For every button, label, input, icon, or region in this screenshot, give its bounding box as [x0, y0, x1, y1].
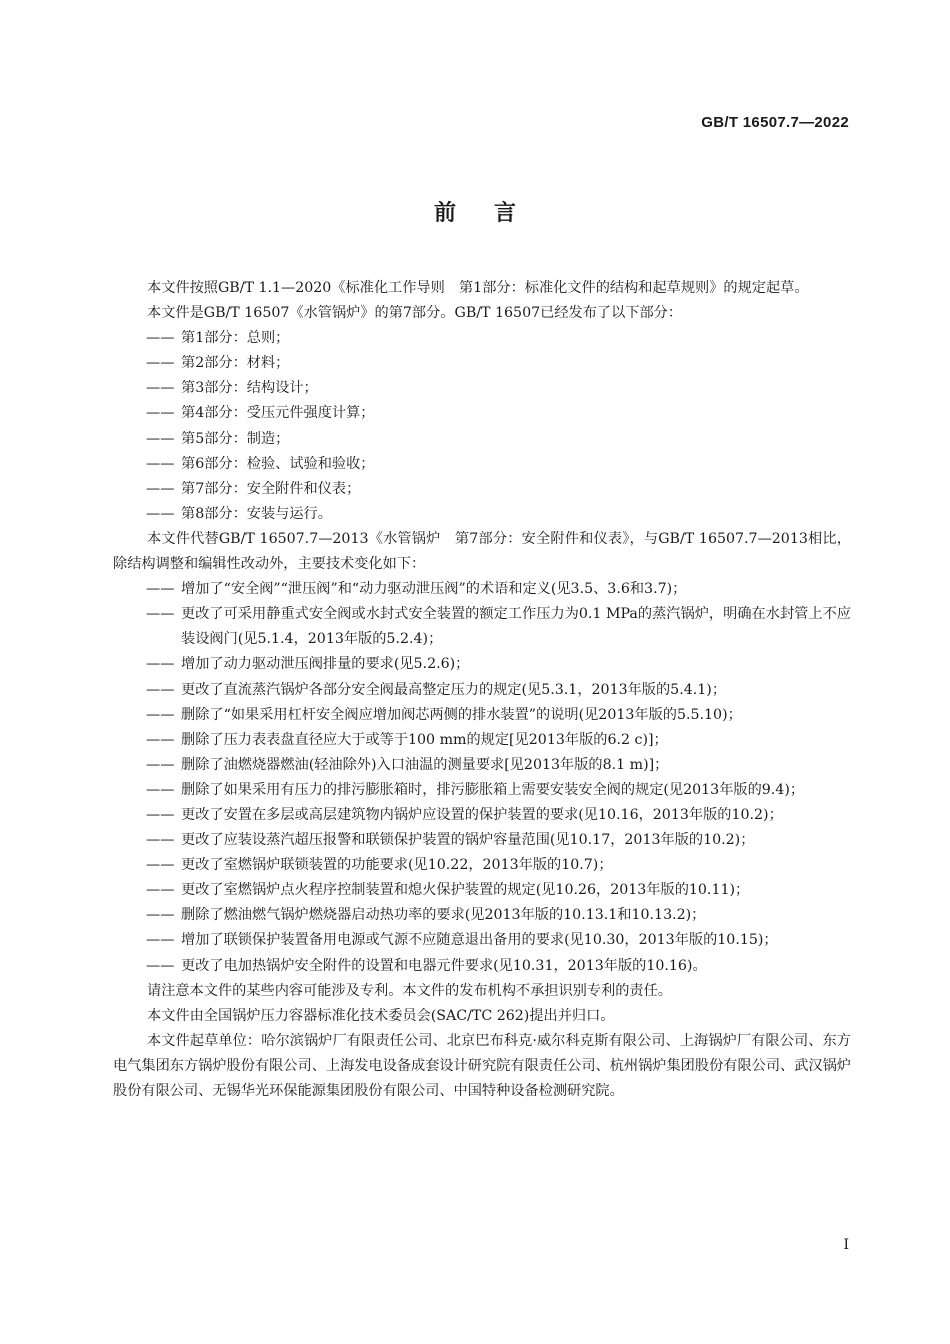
changes-list — [113, 577, 851, 979]
dash-mark: —— — [146, 581, 175, 598]
dash-mark: —— — [146, 706, 175, 723]
dash-mark: —— — [146, 430, 175, 447]
list-item: —— 第4部分：受压元件强度计算； — [113, 401, 851, 426]
dash-mark: —— — [146, 380, 175, 397]
dash-mark: —— — [146, 455, 175, 472]
list-item: —— 第2部分：材料； — [113, 351, 851, 376]
dash-mark: —— — [146, 480, 175, 497]
list-item: —— 更改了安置在多层或高层建筑物内锅炉应设置的保护装置的要求(见10.16，2013年版的10.2)； — [113, 803, 851, 828]
list-item: —— 更改了电加热锅炉安全附件的设置和电器元件要求(见10.31，2013年版的10.16)。 — [113, 954, 851, 979]
standard-code: GB/T 16507.7—2022 — [701, 114, 849, 131]
list-item: —— 更改了室燃锅炉点火程序控制装置和熄火保护装置的规定(见10.26，2013年版的10.11)； — [113, 878, 851, 903]
dash-mark: —— — [146, 405, 175, 422]
dash-mark: —— — [146, 806, 175, 823]
list-item: —— 增加了动力驱动泄压阀排量的要求(见5.2.6)； — [113, 652, 851, 677]
dash-mark: —— — [146, 957, 175, 974]
list-item: —— 增加了联锁保护装置备用电源或气源不应随意退出备用的要求(见10.30，2013年版的10.15)； — [113, 928, 851, 953]
drafting-units-paragraph: 本文件起草单位：哈尔滨锅炉厂有限责任公司、北京巴布科克·威尔科克斯有限公司、上海锅炉厂有限公司、东方电气集团东方锅炉股份有限公司、上海发电设备成套设计研究院有限责任公司、杭州锅炉集团股份有限公司、武汉锅炉股份有限公司、无锡华光环保能源集团股份有限公司、中国特种设备检测研究院。 — [113, 1032, 851, 1099]
list-item: —— 第6部分：检验、试验和验收； — [113, 452, 851, 477]
dash-mark: —— — [146, 932, 175, 949]
series-intro-paragraph: 本文件是GB/T 16507《水管锅炉》的第7部分。GB/T 16507已经发布了以下部分： — [147, 305, 683, 322]
dash-mark: —— — [146, 355, 175, 372]
dash-mark: —— — [146, 330, 175, 347]
list-item: —— 第1部分：总则； — [113, 326, 851, 351]
list-item: —— 删除了燃油燃气锅炉燃烧器启动热功率的要求(见2013年版的10.13.1和10.13.2)； — [113, 903, 851, 928]
dash-mark: —— — [146, 656, 175, 673]
list-item: —— 删除了如果采用有压力的排污膨胀箱时，排污膨胀箱上需要安装安全阀的规定(见2013年版的9.4)； — [113, 778, 851, 803]
list-item: —— 删除了“如果采用杠杆安全阀应增加阀芯两侧的排水装置”的说明(见2013年版的5.5.10)； — [113, 703, 851, 728]
list-item: —— 增加了“安全阀”“泄压阀”和“动力驱动泄压阀”的术语和定义(见3.5、3.6和3.7)； — [113, 577, 851, 602]
list-item: —— 更改了室燃锅炉联锁装置的功能要求(见10.22，2013年版的10.7)； — [113, 853, 851, 878]
page-title: 前言 — [433, 201, 554, 226]
dash-mark: —— — [146, 781, 175, 798]
parts-list — [113, 326, 851, 527]
list-item: —— 更改了应装设蒸汽超压报警和联锁保护装置的锅炉容量范围(见10.17，2013年版的10.2)； — [113, 828, 851, 853]
patent-notice-paragraph: 请注意本文件的某些内容可能涉及专利。本文件的发布机构不承担识别专利的责任。 — [147, 982, 672, 999]
list-item: —— 删除了压力表表盘直径应大于或等于100 mm的规定[见2013年版的6.2 c)]； — [113, 728, 851, 753]
dash-mark: —— — [146, 882, 175, 899]
list-item: —— 第3部分：结构设计； — [113, 376, 851, 401]
page-number: I — [843, 1237, 849, 1253]
dash-mark: —— — [146, 606, 175, 623]
list-item: —— 第5部分：制造； — [113, 427, 851, 452]
list-item: —— 第8部分：安装与运行。 — [113, 502, 851, 527]
list-item: —— 第7部分：安全附件和仪表； — [113, 477, 851, 502]
dash-mark: —— — [146, 907, 175, 924]
proposer-paragraph: 本文件由全国锅炉压力容器标准化技术委员会(SAC/TC 262)提出并归口。 — [147, 1007, 615, 1024]
dash-mark: —— — [146, 756, 175, 773]
replaces-paragraph: 本文件代替GB/T 16507.7—2013《水管锅炉 第7部分：安全附件和仪表》，与GB/T 16507.7—2013相比，除结构调整和编辑性改动外，主要技术变化如下： — [113, 530, 851, 573]
dash-mark: —— — [146, 857, 175, 874]
dash-mark: —— — [146, 681, 175, 698]
list-item: —— 更改了直流蒸汽锅炉各部分安全阀最高整定压力的规定(见5.3.1，2013年版的5.4.1)； — [113, 678, 851, 703]
drafting-rule-paragraph: 本文件按照GB/T 1.1—2020《标准化工作导则 第1部分：标准化文件的结构和起草规则》的规定起草。 — [147, 280, 809, 296]
list-item: —— 删除了油燃烧器燃油(轻油除外)入口油温的测量要求[见2013年版的8.1 m)]； — [113, 753, 851, 778]
dash-mark: —— — [146, 731, 175, 748]
list-item: —— 更改了可采用静重式安全阀或水封式安全装置的额定工作压力为0.1 MPa的蒸汽锅炉，明确在水封管上不应装设阀门(见5.1.4，2013年版的5.2.4)； — [113, 602, 851, 652]
document-body — [113, 276, 851, 1104]
dash-mark: —— — [146, 505, 175, 522]
dash-mark: —— — [146, 832, 175, 849]
